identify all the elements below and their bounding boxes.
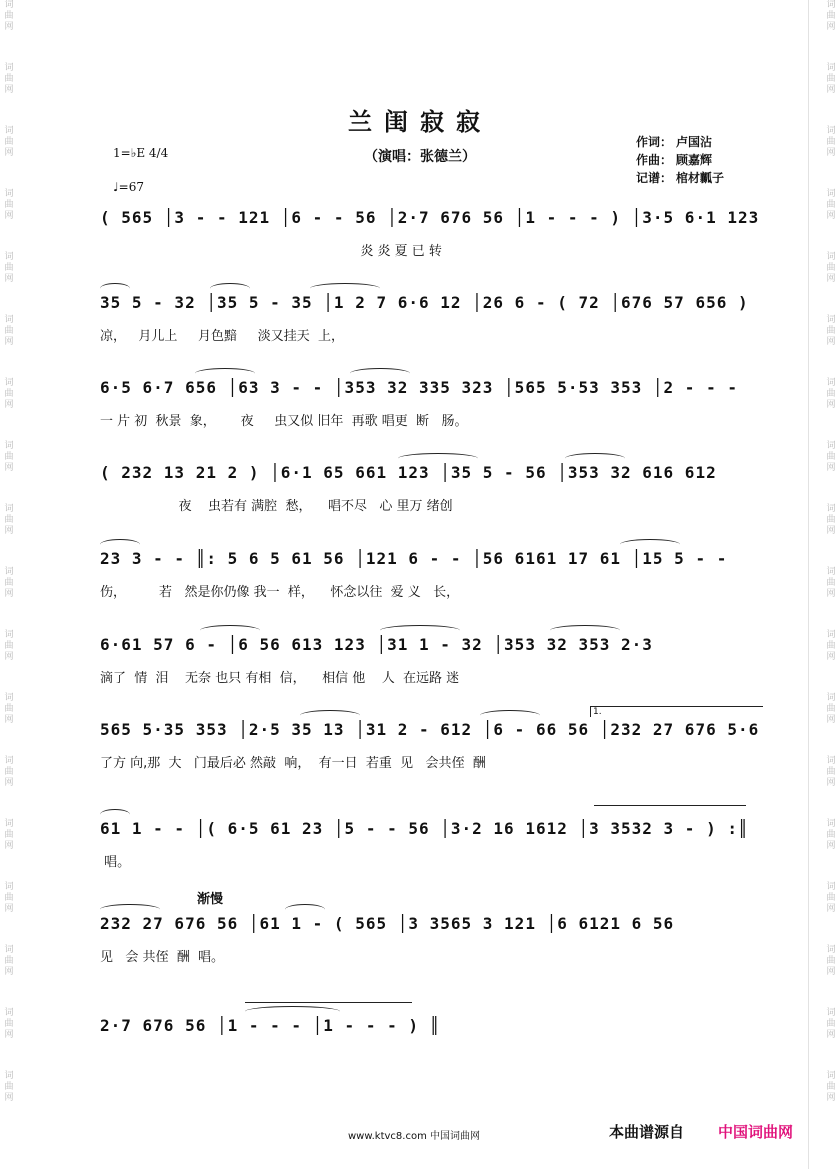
watermark-text: 词曲网 [826,630,836,662]
watermark-text: 词曲网 [826,189,836,221]
watermark-text: 词曲网 [4,1071,14,1103]
watermark-text: 词曲网 [826,1071,836,1103]
notation-line: 6·61 57 6 - │6 56 613 123 │31 1 - 32 │353 32 353 2·3 [100,635,653,654]
ending-bracket [594,805,746,816]
lyric-line: 滴了 情 泪 无奈 也只 有相 信， 相信 他 人 在远路 迷 [100,671,460,686]
watermark-right [824,0,838,1169]
lyric-line: 了方 向,那 大 门最后必 然敲 响， 有一日 若重 见 会共侄 酬 [100,756,486,771]
first-ending-bracket: 1. [590,706,763,717]
footer-source-label: 本曲谱源自 [609,1123,685,1141]
credit-transcriber [636,169,724,187]
ritardando-marking: 渐慢 [197,892,224,907]
notation-line: 232 27 676 56 │61 1 - ( 565 │3 3565 3 121 │6 6121 6 56 [100,914,675,933]
song-title: 兰闺寂寂 [348,107,492,136]
watermark-text: 词曲网 [826,441,836,473]
footer-url: www.ktvc8.com 中国词曲网 [348,1131,481,1142]
watermark-text: 词曲网 [826,315,836,347]
watermark-text: 词曲网 [4,630,14,662]
credit-value: 顾嘉辉 [676,153,713,167]
lyric-line: 夜 虫若有 满腔 愁， 唱不尽 心 里万 绪创 [100,499,453,514]
watermark-text: 词曲网 [4,819,14,851]
singer-line: （演唱：张德兰） [364,149,476,165]
watermark-text: 词曲网 [826,378,836,410]
watermark-text: 词曲网 [826,819,836,851]
lyric-line: 炎 炎 夏 已 转 [100,244,442,259]
watermark-text: 词曲网 [4,1008,14,1040]
credit-value: 卢国沾 [676,135,713,149]
key-signature: 1=♭E 4/4 [113,146,169,160]
tempo-marking: ♩=67 [113,180,144,194]
watermark-text: 词曲网 [826,693,836,725]
lyric-line: 唱。 [100,855,131,870]
watermark-text: 词曲网 [4,252,14,284]
footer-site-name: 中国词曲网 [718,1123,794,1141]
lyric-line: 见 会 共侄 酬 唱。 [100,950,225,965]
credit-composer [636,151,724,169]
lyric-line: 凉， 月儿上 月色黯 淡又挂天 上， [100,329,344,344]
watermark-text: 词曲网 [4,126,14,158]
watermark-text: 词曲网 [4,378,14,410]
credit-label: 作词： [636,135,673,149]
watermark-text: 词曲网 [826,756,836,788]
watermark-text: 词曲网 [4,441,14,473]
lyric-line: 一 片 初 秋景 象， 夜 虫又似 旧年 再歌 唱更 断 肠。 [100,414,468,429]
watermark-text: 词曲网 [826,504,836,536]
watermark-text: 词曲网 [826,567,836,599]
lyric-line: 伤， 若 然是你仍像 我一 样， 怀念以往 爱 义 长， [100,585,460,600]
notation-line: 2·7 676 56 │1 - - - │1 - - - ) ║ [100,1016,441,1035]
watermark-text: 词曲网 [4,945,14,977]
notation-line: 565 5·35 353 │2·5 35 13 │31 2 - 612 │6 - 66 56 │232 27 676 5·6 [100,720,760,739]
watermark-text: 词曲网 [826,1008,836,1040]
watermark-text: 词曲网 [4,504,14,536]
watermark-text: 词曲网 [826,945,836,977]
watermark-left [2,0,16,1169]
watermark-text: 词曲网 [826,63,836,95]
watermark-text: 词曲网 [4,756,14,788]
page-edge-divider [808,0,809,1169]
watermark-text: 词曲网 [4,189,14,221]
credit-lyricist [636,133,724,151]
watermark-text: 词曲网 [4,315,14,347]
credit-label: 作曲： [636,153,673,167]
notation-line: 6·5 6·7 656 │63 3 - - │353 32 335 323 │565 5·53 353 │2 - - - [100,378,738,397]
watermark-text: 词曲网 [826,252,836,284]
notation-line: 61 1 - - │( 6·5 61 23 │5 - - 56 │3·2 16 1612 │3 3532 3 - ) :║ [100,819,749,838]
watermark-text: 词曲网 [826,882,836,914]
credit-label: 记谱： [636,171,673,185]
credit-value: 棺材瓤子 [676,171,725,185]
watermark-text: 词曲网 [4,882,14,914]
watermark-text: 词曲网 [4,0,14,32]
notation-line: ( 565 │3 - - 121 │6 - - 56 │2·7 676 56 │1 - - - ) │3·5 6·1 123 [100,208,760,227]
notation-line: ( 232 13 21 2 ) │6·1 65 661 123 │35 5 - 56 │353 32 616 612 [100,463,717,482]
watermark-text: 词曲网 [4,567,14,599]
credits-block [636,133,724,187]
watermark-text: 词曲网 [4,693,14,725]
notation-line: 35 5 - 32 │35 5 - 35 │1 2 7 6·6 12 │26 6 - ( 72 │676 57 656 ) [100,293,749,312]
watermark-text: 词曲网 [826,126,836,158]
watermark-text: 词曲网 [4,63,14,95]
notation-line: 23 3 - - ║: 5 6 5 61 56 │121 6 - - │56 6161 17 61 │15 5 - - [100,549,728,568]
watermark-text: 词曲网 [826,0,836,32]
